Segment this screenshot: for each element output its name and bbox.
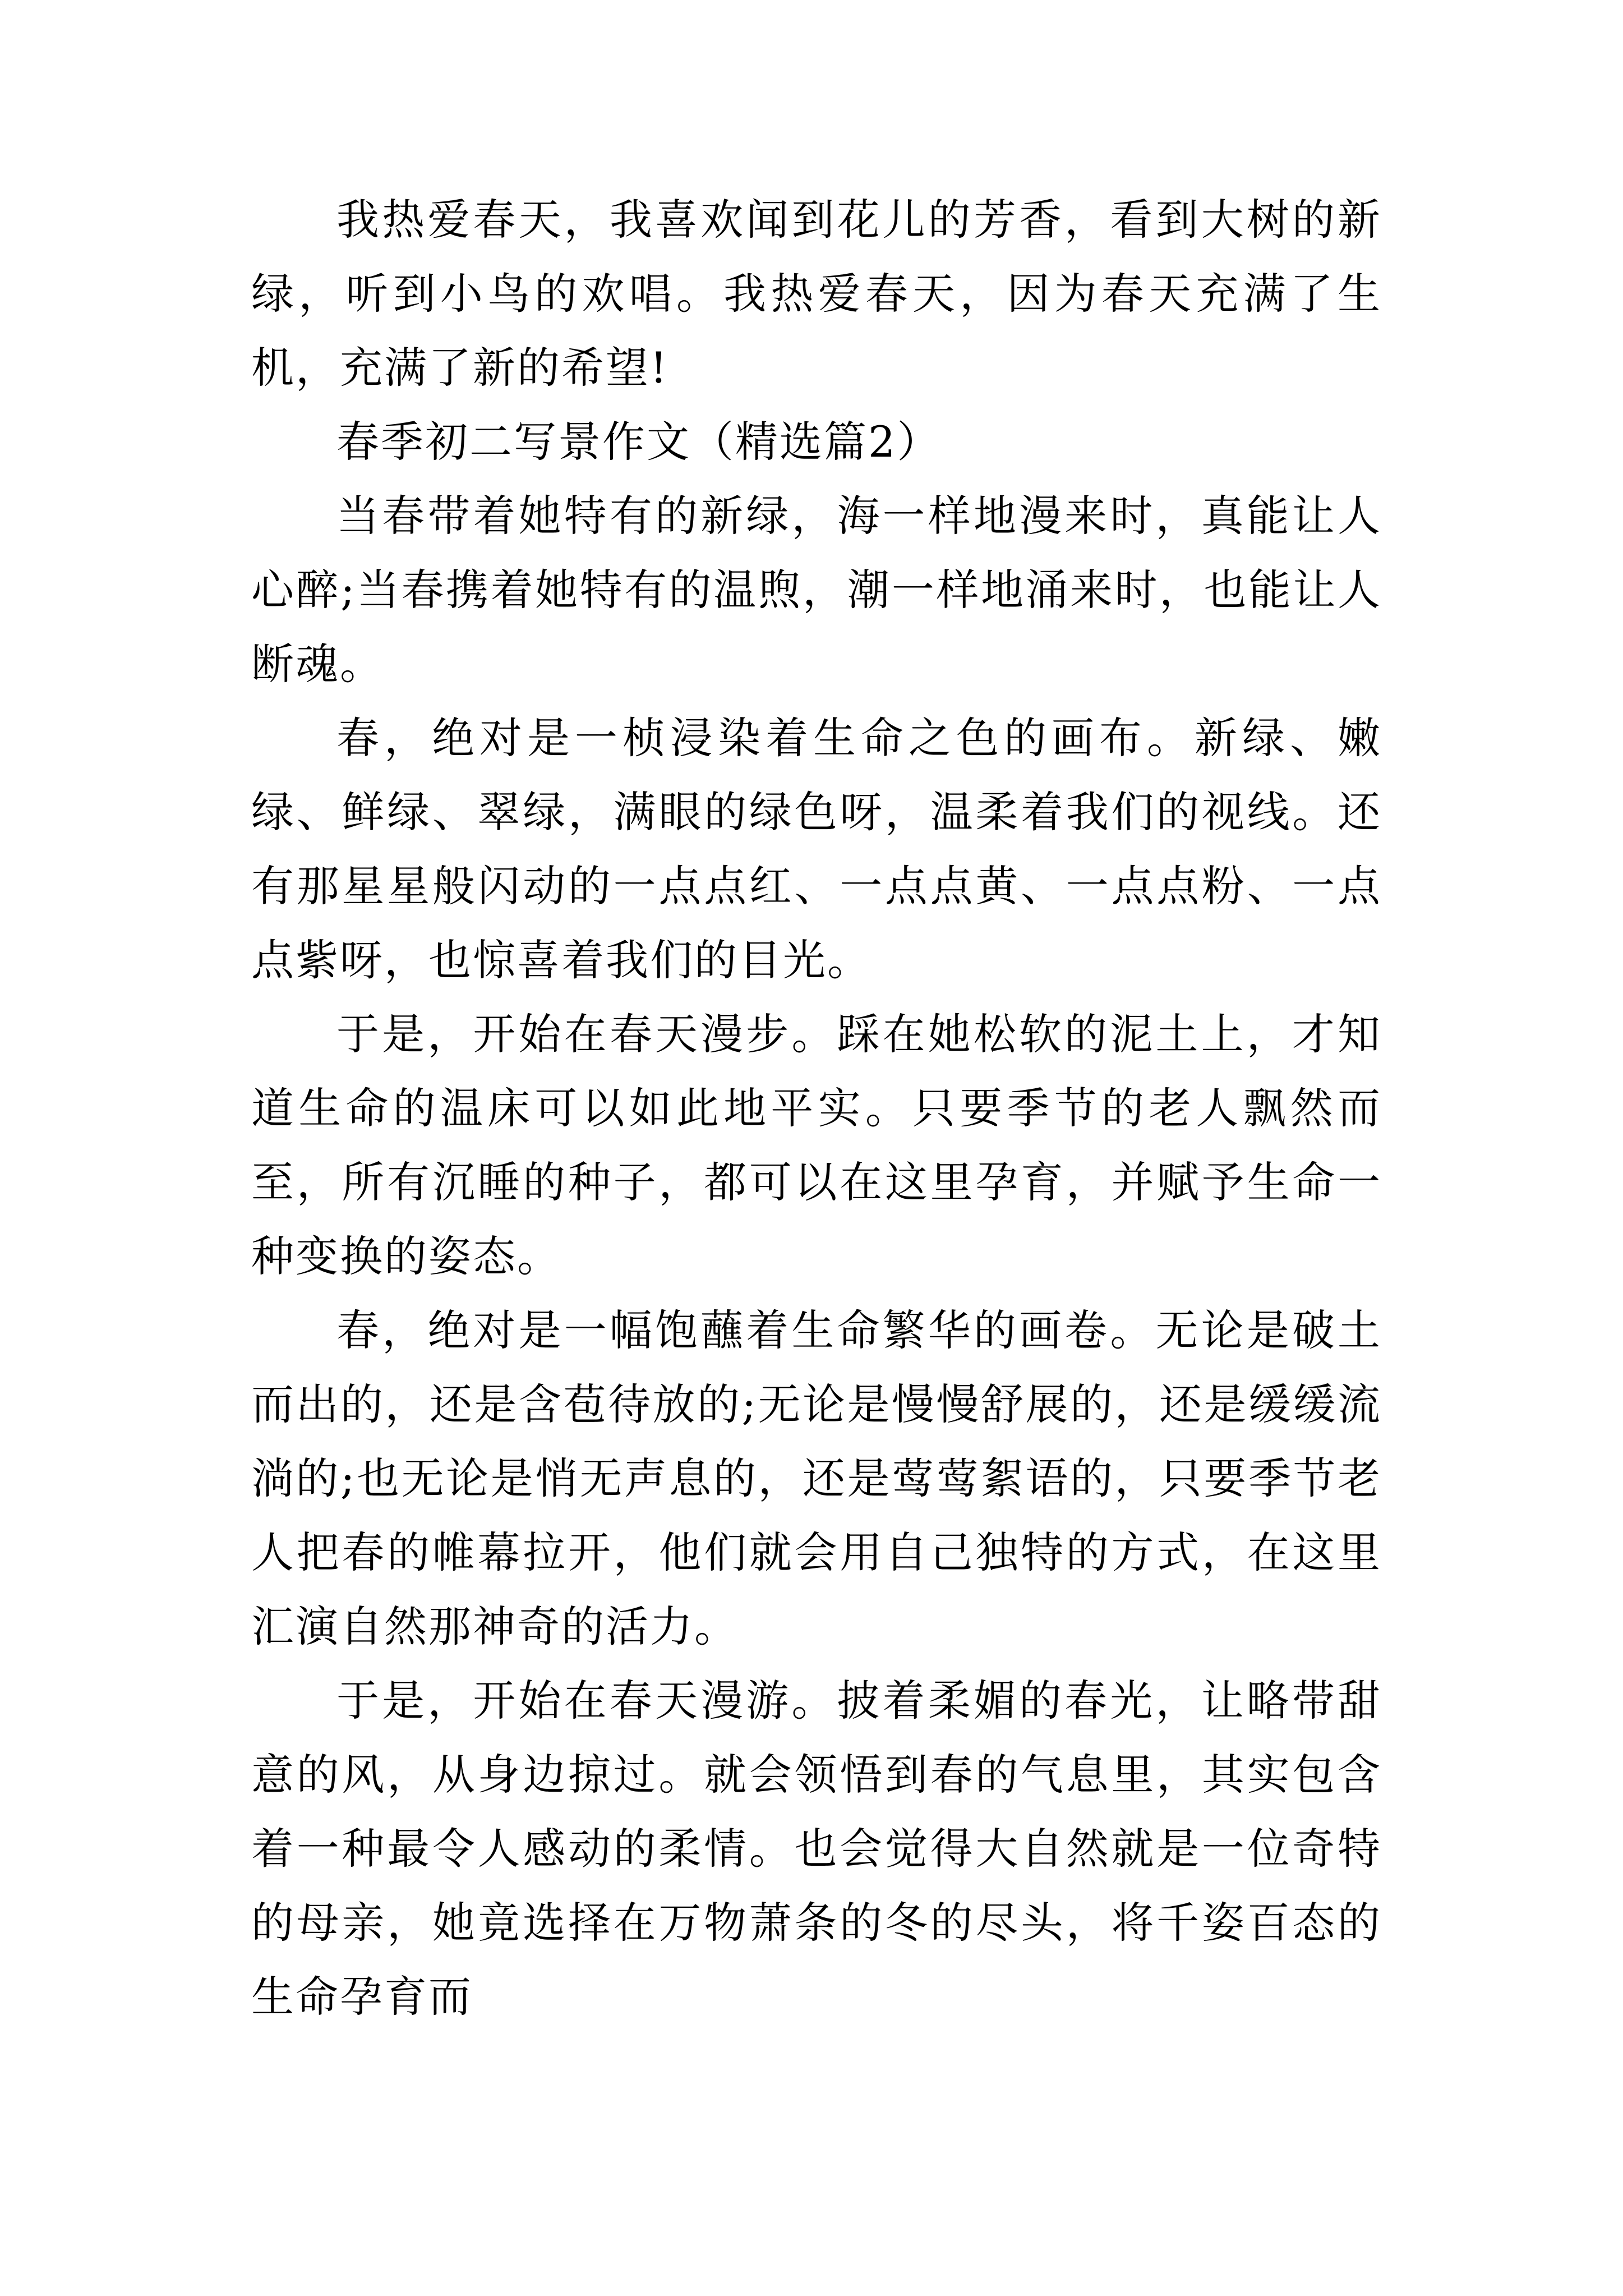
paragraph-wander: 于是，开始在春天漫游。披着柔媚的春光，让略带甜意的风，从身边掠过。就会领悟到春的气息里，其实包含着一种最令人感动的柔情。也会觉得大自然就是一位奇特的母亲，她竟选择在万物萧条的冬的尽头，将千姿百态的生命孕育而 xyxy=(251,1676,1382,2022)
document-body xyxy=(251,183,1382,2034)
paragraph-canvas: 春，绝对是一桢浸染着生命之色的画布。新绿、嫩绿、鲜绿、翠绿，满眼的绿色呀，温柔着我们的视线。还有那星星般闪动的一点点红、一点点黄、一点点粉、一点点紫呀，也惊喜着我们的目光。 xyxy=(251,713,1382,985)
paragraph-new-green: 当春带着她特有的新绿，海一样地漫来时，真能让人心醉;当春携着她特有的温煦，潮一样地涌来时，也能让人断魂。 xyxy=(251,491,1382,689)
essay-heading: 春季初二写景作文（精选篇2） xyxy=(336,417,942,467)
paragraph-scroll-painting: 春，绝对是一幅饱蘸着生命繁华的画卷。无论是破土而出的，还是含苞待放的;无论是慢慢舒展的，还是缓缓流淌的;也无论是悄无声息的，还是莺莺絮语的，只要季节老人把春的帷幕拉开，他们就会用自己独特的方式，在这里汇演自然那神奇的活力。 xyxy=(251,1305,1382,1651)
paragraph-spring-love: 我热爱春天，我喜欢闻到花儿的芳香，看到大树的新绿，听到小鸟的欢唱。我热爱春天，因为春天充满了生机，充满了新的希望! xyxy=(251,195,1382,393)
paragraph-stroll: 于是，开始在春天漫步。踩在她松软的泥土上，才知道生命的温床可以如此地平实。只要季节的老人飘然而至，所有沉睡的种子，都可以在这里孕育，并赋予生命一种变换的姿态。 xyxy=(251,1009,1382,1281)
